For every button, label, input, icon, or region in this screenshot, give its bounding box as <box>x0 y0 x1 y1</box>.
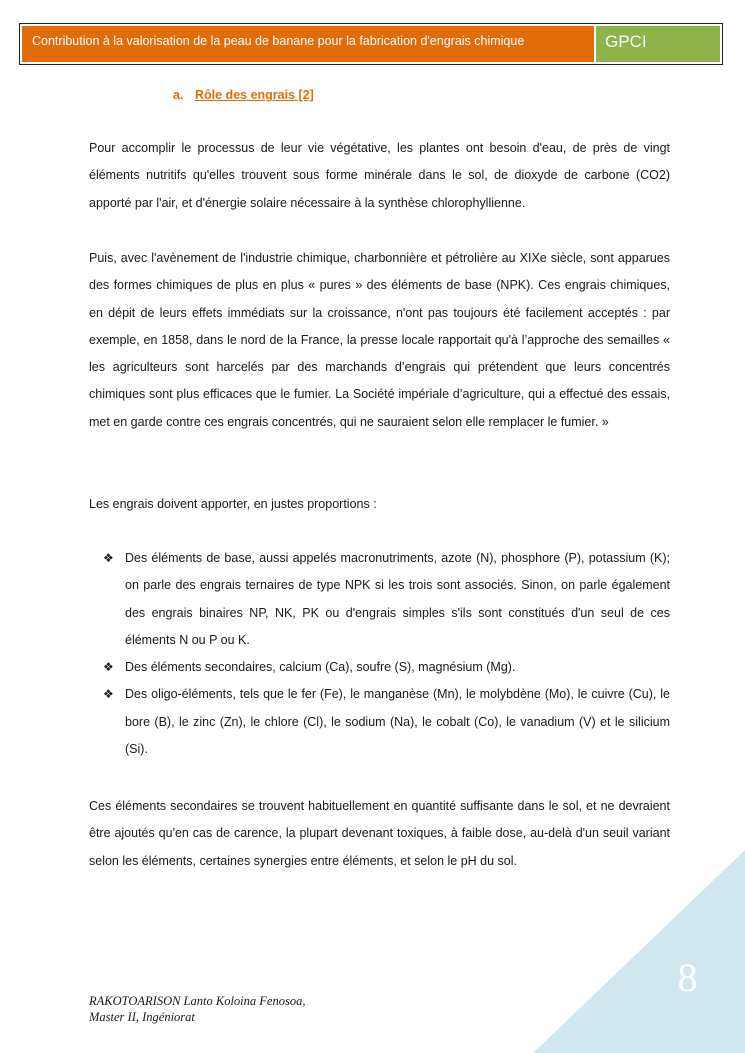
header-title: Contribution à la valorisation de la peau de banane pour la fabrication d'engrais chimique <box>22 26 594 62</box>
footer-author <box>89 994 305 1025</box>
page-number: 8 <box>677 955 698 1000</box>
section-number: a. <box>173 88 184 102</box>
page-header <box>19 23 723 65</box>
paragraph-3: Les engrais doivent apporter, en justes proportions : <box>89 497 377 511</box>
author-degree: Master II, Ingéniorat <box>89 1009 195 1024</box>
paragraph-2: Puis, avec l'avènement de l'industrie chimique, charbonnière et pétrolière au XIXe siècle, sont apparues des formes chimiques de plus en plus « pures » des éléments de base (NPK). Ces engrais chimiques, en dépit de leurs effets immédiats sur la croissance, n'ont pas toujours été facilement acceptés : par exemple, en 1858, dans le nord de la France, la presse locale rapportait qu'à l’approche des semailles « les agriculteurs sont harcelés par des marchands d’engrais qui prétendent que leurs concentrés chimiques sont plus efficaces que le fumier. La Société impériale d’agriculture, qui a effectué des essais, met en garde contre ces engrais concentrés, qui ne sauraient selon elle remplacer le fumier. » <box>89 251 670 429</box>
nutrient-list <box>103 545 670 763</box>
list-item <box>103 681 670 763</box>
paragraph-4: Ces éléments secondaires se trouvent habituellement en quantité suffisante dans le sol, et ne devraient être ajoutés qu'en cas de carence, la plupart devenant toxiques, à faible dose, au-delà d'un seuil variant selon les éléments, certaines synergies entre éléments, et selon le pH du sol. <box>89 799 670 868</box>
list-item <box>103 654 670 681</box>
list-item-text: Des éléments de base, aussi appelés macronutriments, azote (N), phosphore (P), potassium (K); on parle des engrais ternaires de type NPK si les trois sont associés. Sinon, on parle également des engrais binaires NP, NK, PK ou d'engrais simples s'ils sont constitués d'un seul de ces éléments N ou P ou K. <box>125 551 670 647</box>
list-item-text: Des oligo-éléments, tels que le fer (Fe), le manganèse (Mn), le molybdène (Mo), le cuivre (Cu), le bore (B), le zinc (Zn), le chlore (Cl), le sodium (Na), le cobalt (Co), le vanadium (V) et le silicium (Si). <box>125 687 670 757</box>
list-item-text: Des éléments secondaires, calcium (Ca), soufre (S), magnésium (Mg). <box>125 660 516 675</box>
diamond-bullet-icon: ❖ <box>103 687 114 702</box>
diamond-bullet-icon: ❖ <box>103 660 114 675</box>
author-name: RAKOTOARISON Lanto Koloina Fenosoa, <box>89 994 306 1008</box>
section-title: Rôle des engrais [2] <box>195 88 314 102</box>
diamond-bullet-icon: ❖ <box>103 551 114 565</box>
corner-triangle <box>533 850 745 1053</box>
section-heading <box>173 88 314 102</box>
corner-decoration <box>533 850 745 1053</box>
header-code: GPCI <box>596 26 720 62</box>
list-item <box>103 545 670 654</box>
paragraph-1: Pour accomplir le processus de leur vie végétative, les plantes ont besoin d'eau, de près de vingt éléments nutritifs qu'elles trouvent sous forme minérale dans le sol, de dioxyde de carbone (CO2) apporté par l'air, et d'énergie solaire nécessaire à la synthèse chlorophyllienne. <box>89 141 670 210</box>
